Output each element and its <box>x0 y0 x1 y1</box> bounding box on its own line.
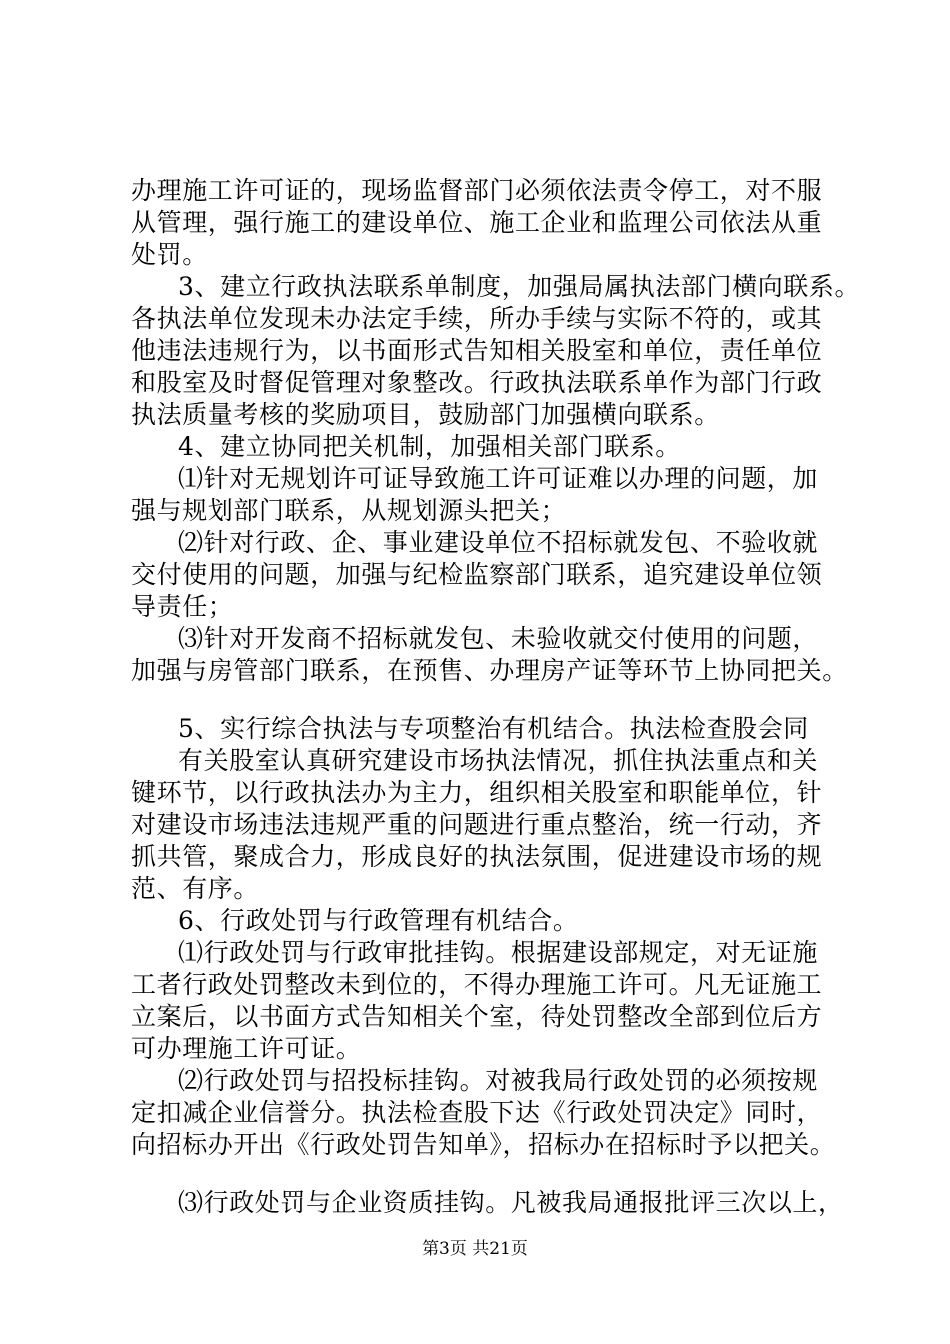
paragraph-line: 各执法单位发现未办法定手续，所办手续与实际不符的，或其 <box>131 304 823 333</box>
page-number-footer: 第3页 共21页 <box>422 1239 528 1259</box>
paragraph-line: 处罚。 <box>131 240 208 269</box>
paragraph-line: 对建设市场违法违规严重的问题进行重点整治，统一行动，齐 <box>131 810 823 839</box>
paragraph-line: 立案后，以书面方式告知相关个室，待处罚整改全部到位后方 <box>131 1002 823 1031</box>
paragraph-line: 加强与房管部门联系，在预售、办理房产证等环节上协同把关。 <box>131 656 848 685</box>
paragraph-line: 可办理施工许可证。 <box>131 1034 362 1063</box>
paragraph-line: 从管理，强行施工的建设单位、施工企业和监理公司依法从重 <box>131 208 823 237</box>
paragraph-line: ⑶行政处罚与企业资质挂钩。凡被我局通报批评三次以上， <box>178 1188 844 1217</box>
paragraph-line: ⑴行政处罚与行政审批挂钩。根据建设部规定，对无证施 <box>178 938 819 967</box>
paragraph-line: 和股室及时督促管理对象整改。行政执法联系单作为部门行政 <box>131 368 823 397</box>
paragraph-line: 键环节，以行政执法办为主力，组织相关股室和职能单位，针 <box>131 778 823 807</box>
paragraph-line: 他违法违规行为，以书面形式告知相关股室和单位，责任单位 <box>131 336 823 365</box>
paragraph-line: 4、建立协同把关机制，加强相关部门联系。 <box>178 432 681 461</box>
paragraph-line: ⑵针对行政、企、事业建设单位不招标就发包、不验收就 <box>178 528 819 557</box>
paragraph-line: 强与规划部门联系，从规划源头把关； <box>131 496 567 525</box>
paragraph-line: 有关股室认真研究建设市场执法情况，抓住执法重点和关 <box>178 746 819 775</box>
paragraph-line: 抓共管，聚成合力，形成良好的执法氛围，促进建设市场的规 <box>131 842 823 871</box>
paragraph-line: 5、实行综合执法与专项整治有机结合。执法检查股会同 <box>178 714 809 743</box>
paragraph-line: 向招标办开出《行政处罚告知单》，招标办在招标时予以把关。 <box>131 1130 836 1159</box>
paragraph-line: ⑴针对无规划许可证导致施工许可证难以办理的问题，加 <box>178 464 819 493</box>
paragraph-line: ⑶针对开发商不招标就发包、未验收就交付使用的问题， <box>178 624 819 653</box>
paragraph-line: 范、有序。 <box>131 874 260 903</box>
paragraph-line: ⑵行政处罚与招投标挂钩。对被我局行政处罚的必须按规 <box>178 1066 819 1095</box>
paragraph-line: 办理施工许可证的，现场监督部门必须依法责令停工，对不服 <box>131 176 823 205</box>
paragraph-line: 3、建立行政执法联系单制度，加强局属执法部门横向联系。 <box>178 272 861 301</box>
paragraph-line: 6、行政处罚与行政管理有机结合。 <box>178 906 579 935</box>
paragraph-line: 工者行政处罚整改未到位的，不得办理施工许可。凡无证施工 <box>131 970 823 999</box>
paragraph-line: 定扣减企业信誉分。执法检查股下达《行政处罚决定》同时， <box>131 1098 823 1127</box>
paragraph-line: 导责任； <box>131 592 234 621</box>
paragraph-line: 交付使用的问题，加强与纪检监察部门联系，追究建设单位领 <box>131 560 823 589</box>
paragraph-line: 执法质量考核的奖励项目，鼓励部门加强横向联系。 <box>131 400 720 429</box>
